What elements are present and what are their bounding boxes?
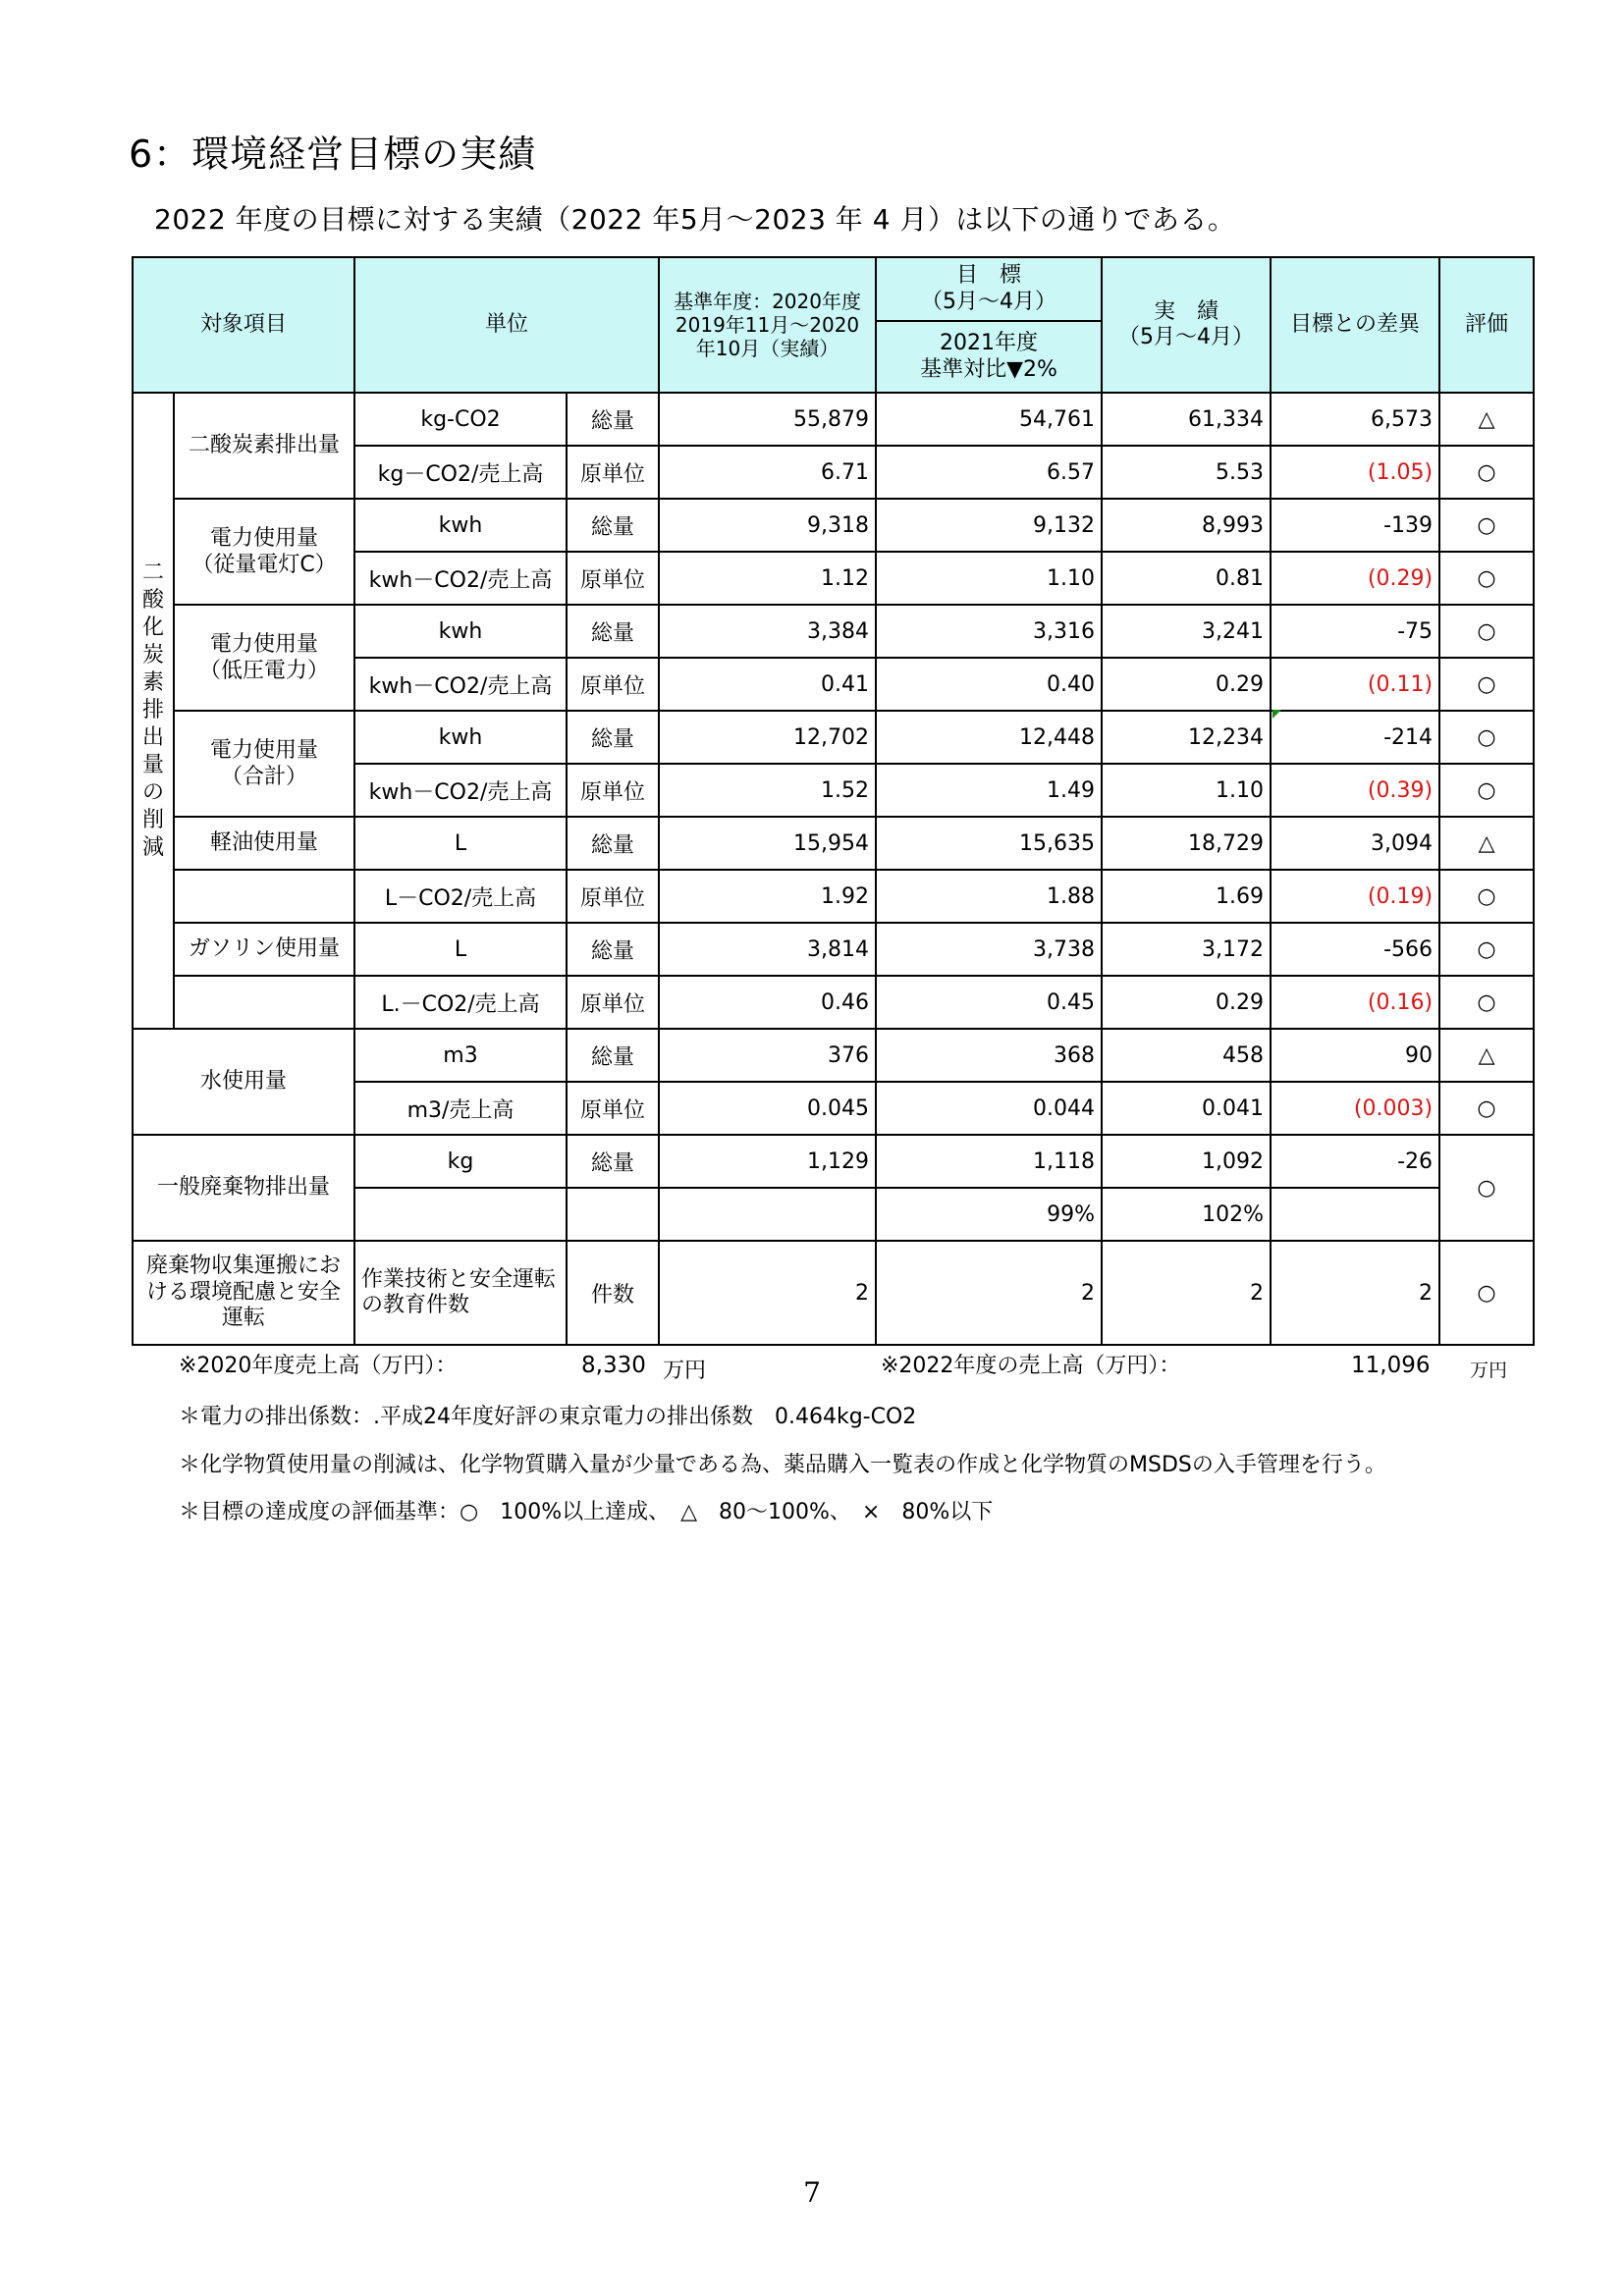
table-row	[133, 711, 1534, 764]
eval-mark: ○	[1439, 605, 1534, 658]
header-eval: 評価	[1439, 257, 1534, 393]
sales-2020-value: 8,330	[581, 1353, 646, 1378]
eval-mark: △	[1439, 817, 1534, 870]
unit-cell: kg	[354, 1135, 567, 1188]
eval-mark: ○	[1439, 658, 1534, 711]
type-cell: 総量	[567, 1029, 659, 1082]
group-label-co2-reduction: 二 酸 化 炭 素 排 出 量 の 削 減	[133, 393, 174, 1029]
base-value: 3,814	[659, 923, 876, 976]
unit-cell: kwh－CO2/売上高	[354, 764, 567, 817]
sales-2022-unit: 万円	[1470, 1360, 1508, 1381]
diff-value: 3,094	[1271, 817, 1439, 870]
unit-cell: L	[354, 817, 567, 870]
type-cell: 総量	[567, 817, 659, 870]
table-row	[133, 499, 1534, 552]
item-diesel: 軽油使用量	[174, 817, 354, 870]
base-value: 0.045	[659, 1082, 876, 1135]
diff-value: (0.003)	[1271, 1082, 1439, 1135]
item-gasoline: ガソリン使用量	[174, 923, 354, 976]
eval-mark: ○	[1439, 764, 1534, 817]
table-row	[133, 870, 1534, 923]
diff-value: (0.29)	[1271, 552, 1439, 605]
cell-comment-marker	[1272, 710, 1281, 719]
base-value: 12,702	[659, 711, 876, 764]
base-value: 1.52	[659, 764, 876, 817]
target-value: 12,448	[876, 711, 1102, 764]
diff-value: (0.39)	[1271, 764, 1439, 817]
diff-value: 6,573	[1271, 393, 1439, 446]
base-value	[659, 1188, 876, 1241]
type-cell: 原単位	[567, 658, 659, 711]
base-value: 15,954	[659, 817, 876, 870]
sales-2022-label: ※2022年度の売上高（万円）：	[881, 1354, 1181, 1378]
type-cell: 原単位	[567, 870, 659, 923]
type-cell: 原単位	[567, 446, 659, 499]
diff-value: 90	[1271, 1029, 1439, 1082]
actual-value: 0.041	[1102, 1082, 1271, 1135]
type-cell: 総量	[567, 499, 659, 552]
base-value: 1.12	[659, 552, 876, 605]
actual-value: 2	[1102, 1241, 1271, 1345]
diff-value: -566	[1271, 923, 1439, 976]
type-cell: 総量	[567, 711, 659, 764]
type-cell: 総量	[567, 605, 659, 658]
base-value: 3,384	[659, 605, 876, 658]
eval-mark: ○	[1439, 499, 1534, 552]
target-value: 0.45	[876, 976, 1102, 1029]
table-row	[133, 817, 1534, 870]
type-cell: 総量	[567, 923, 659, 976]
header-actual: 実 績 （5月～4月）	[1102, 257, 1271, 393]
header-item: 対象項目	[133, 257, 354, 393]
type-cell: 総量	[567, 393, 659, 446]
actual-value: 458	[1102, 1029, 1271, 1082]
table-row	[133, 923, 1534, 976]
eval-mark: △	[1439, 393, 1534, 446]
item-co2: 二酸炭素排出量	[174, 393, 354, 499]
target-value: 3,738	[876, 923, 1102, 976]
table-row	[133, 976, 1534, 1029]
type-cell: 原単位	[567, 1082, 659, 1135]
type-cell: 原単位	[567, 976, 659, 1029]
actual-value: 102%	[1102, 1188, 1271, 1241]
base-value: 2	[659, 1241, 876, 1345]
eval-mark: ○	[1439, 1082, 1534, 1135]
unit-cell: kwh	[354, 605, 567, 658]
actual-value: 1.69	[1102, 870, 1271, 923]
target-value: 1.10	[876, 552, 1102, 605]
item-electricity-total: 電力使用量 （合計）	[174, 711, 354, 817]
diff-value: -214	[1271, 711, 1439, 764]
unit-cell: m3	[354, 1029, 567, 1082]
type-cell	[567, 1188, 659, 1241]
actual-value: 8,993	[1102, 499, 1271, 552]
note-evaluation-criteria: ＊目標の達成度の評価基準：○ 100%以上達成、 △ 80～100%、 × 80%以下	[179, 1500, 994, 1524]
table-row	[133, 393, 1534, 446]
target-value: 0.40	[876, 658, 1102, 711]
diff-value: -75	[1271, 605, 1439, 658]
actual-value: 5.53	[1102, 446, 1271, 499]
base-value: 0.46	[659, 976, 876, 1029]
actual-value: 3,172	[1102, 923, 1271, 976]
diff-value	[1271, 1188, 1439, 1241]
header-base-year: 基準年度：2020年度 2019年11月～2020 年10月（実績）	[659, 257, 876, 393]
eval-mark: ○	[1439, 923, 1534, 976]
target-value: 6.57	[876, 446, 1102, 499]
target-value: 3,316	[876, 605, 1102, 658]
diff-value: (0.11)	[1271, 658, 1439, 711]
actual-value: 3,241	[1102, 605, 1271, 658]
unit-cell: kg-CO2	[354, 393, 567, 446]
target-value: 2	[876, 1241, 1102, 1345]
actual-value: 0.29	[1102, 976, 1271, 1029]
diff-value: (1.05)	[1271, 446, 1439, 499]
eval-mark: ○	[1439, 446, 1534, 499]
unit-cell: kwh	[354, 499, 567, 552]
header-target: 目 標 （5月～4月）	[876, 257, 1102, 321]
eval-mark: ○	[1439, 870, 1534, 923]
target-value: 368	[876, 1029, 1102, 1082]
table-row	[133, 1241, 1534, 1345]
item-waste-transport: 廃棄物収集運搬にお ける環境配慮と安全 運転	[133, 1241, 354, 1345]
diff-value: 2	[1271, 1241, 1439, 1345]
eval-mark: ○	[1439, 1135, 1534, 1241]
eval-mark: △	[1439, 1029, 1534, 1082]
actual-value: 12,234	[1102, 711, 1271, 764]
unit-cell: L	[354, 923, 567, 976]
base-value: 376	[659, 1029, 876, 1082]
eval-mark: ○	[1439, 1241, 1534, 1345]
unit-cell	[354, 1188, 567, 1241]
header-diff: 目標との差異	[1271, 257, 1439, 393]
type-cell: 原単位	[567, 764, 659, 817]
target-value: 15,635	[876, 817, 1102, 870]
target-value: 99%	[876, 1188, 1102, 1241]
item-empty	[174, 870, 354, 923]
table-row	[133, 1029, 1534, 1082]
sales-2020-unit: 万円	[663, 1359, 707, 1383]
base-value: 1,129	[659, 1135, 876, 1188]
item-empty	[174, 976, 354, 1029]
type-cell: 件数	[567, 1241, 659, 1345]
item-general-waste: 一般廃棄物排出量	[133, 1135, 354, 1241]
note-emission-factor: ＊電力の排出係数：.平成24年度好評の東京電力の排出係数 0.464kg-CO2	[179, 1405, 917, 1429]
target-value: 1,118	[876, 1135, 1102, 1188]
unit-cell: kwh－CO2/売上高	[354, 552, 567, 605]
diff-value: -139	[1271, 499, 1439, 552]
item-electricity-lamp: 電力使用量 （従量電灯C）	[174, 499, 354, 605]
eval-mark: ○	[1439, 552, 1534, 605]
eval-mark: ○	[1439, 711, 1534, 764]
intro-text: 2022 年度の目標に対する実績（2022 年5月～2023 年 4 月）は以下の通りである。	[154, 203, 1236, 236]
eval-mark: ○	[1439, 976, 1534, 1029]
header-row-1	[133, 257, 1534, 321]
results-table	[132, 256, 1535, 1346]
target-value: 1.49	[876, 764, 1102, 817]
actual-value: 61,334	[1102, 393, 1271, 446]
base-value: 6.71	[659, 446, 876, 499]
table-row	[133, 1135, 1534, 1188]
target-value: 0.044	[876, 1082, 1102, 1135]
actual-value: 0.81	[1102, 552, 1271, 605]
item-electricity-low-voltage: 電力使用量 （低圧電力）	[174, 605, 354, 711]
unit-cell: kg－CO2/売上高	[354, 446, 567, 499]
sales-2020-label: ※2020年度売上高（万円）：	[179, 1354, 458, 1378]
diff-value: -26	[1271, 1135, 1439, 1188]
unit-cell: L－CO2/売上高	[354, 870, 567, 923]
unit-cell: m3/売上高	[354, 1082, 567, 1135]
note-chemicals: ＊化学物質使用量の削減は、化学物質購入量が少量である為、薬品購入一覧表の作成と化学物質のMSDSの入手管理を行う。	[179, 1453, 1386, 1477]
page-title: 6：環境経営目標の実績	[129, 133, 537, 176]
header-target-sub: 2021年度 基準対比▼2%	[876, 321, 1102, 393]
actual-value: 1.10	[1102, 764, 1271, 817]
actual-value: 1,092	[1102, 1135, 1271, 1188]
target-value: 1.88	[876, 870, 1102, 923]
type-cell: 総量	[567, 1135, 659, 1188]
table-row	[133, 605, 1534, 658]
header-unit: 単位	[354, 257, 659, 393]
target-value: 54,761	[876, 393, 1102, 446]
base-value: 9,318	[659, 499, 876, 552]
unit-cell: kwh－CO2/売上高	[354, 658, 567, 711]
type-cell: 原単位	[567, 552, 659, 605]
unit-cell: 作業技術と安全運転 の教育件数	[354, 1241, 567, 1345]
actual-value: 18,729	[1102, 817, 1271, 870]
unit-cell: L.－CO2/売上高	[354, 976, 567, 1029]
page-number: 7	[803, 2176, 821, 2209]
target-value: 9,132	[876, 499, 1102, 552]
diff-value: (0.16)	[1271, 976, 1439, 1029]
item-water: 水使用量	[133, 1029, 354, 1135]
base-value: 0.41	[659, 658, 876, 711]
sales-2022-value: 11,096	[1351, 1353, 1431, 1378]
unit-cell: kwh	[354, 711, 567, 764]
base-value: 55,879	[659, 393, 876, 446]
actual-value: 0.29	[1102, 658, 1271, 711]
diff-value: (0.19)	[1271, 870, 1439, 923]
base-value: 1.92	[659, 870, 876, 923]
